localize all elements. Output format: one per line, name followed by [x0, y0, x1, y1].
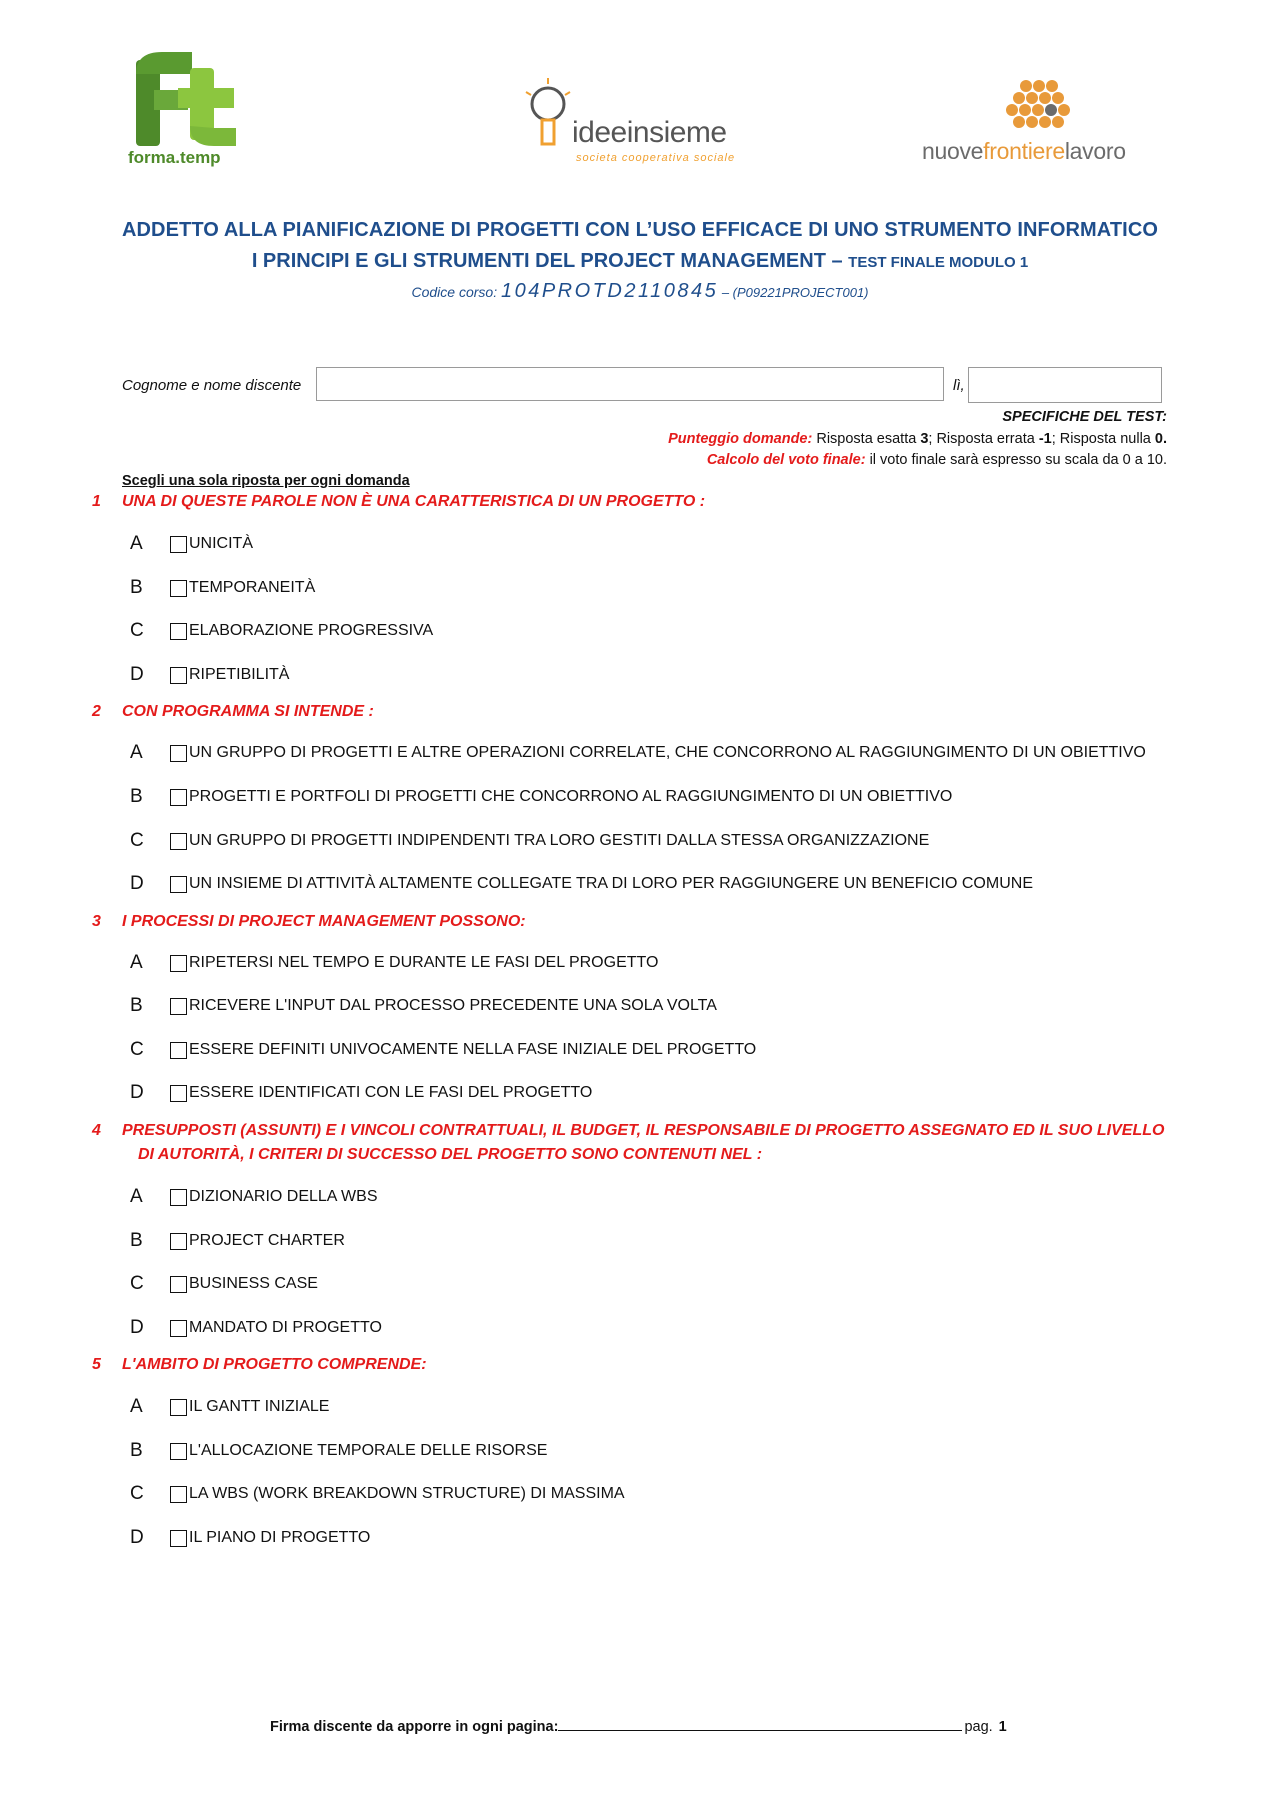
option-letter: B — [130, 786, 143, 807]
answer-checkbox[interactable] — [170, 1399, 187, 1416]
question-number: 1 — [92, 493, 101, 510]
document-title: ADDETTO ALLA PIANIFICAZIONE DI PROGETTI CON L’USO EFFICACE DI UNO STRUMENTO INFORMATICO — [121, 219, 1159, 241]
answer-checkbox[interactable] — [170, 745, 187, 762]
answer-checkbox[interactable] — [170, 1276, 187, 1293]
answer-checkbox[interactable] — [170, 1085, 187, 1102]
question-text: UNA DI QUESTE PAROLE NON È UNA CARATTERISTICA DI UN PROGETTO : — [122, 493, 706, 510]
option-text: TEMPORANEITÀ — [189, 579, 316, 596]
option-letter: B — [130, 577, 143, 598]
answer-checkbox[interactable] — [170, 876, 187, 893]
option-letter: A — [130, 952, 143, 973]
option-letter: D — [130, 873, 144, 894]
option-text: ESSERE DEFINITI UNIVOCAMENTE NELLA FASE INIZIALE DEL PROGETTO — [189, 1041, 757, 1058]
course-code: 104PROTD2110845 — [500, 280, 719, 302]
course-label: Codice corso: — [411, 284, 501, 300]
nuove-frontiere-lavoro-logo-text — [922, 138, 1126, 165]
option-letter: A — [130, 533, 143, 554]
option-text: ELABORAZIONE PROGRESSIVA — [189, 622, 434, 639]
option-text: RIPETERSI NEL TEMPO E DURANTE LE FASI DEL PROGETTO — [189, 954, 659, 971]
honeycomb-icon — [1004, 78, 1074, 134]
ideeinsieme-logo — [518, 72, 778, 172]
ideeinsieme-logo-name: ideeinsieme — [572, 116, 727, 149]
nfl-text-1: nuove — [922, 138, 984, 164]
option-text: IL PIANO DI PROGETTO — [189, 1529, 371, 1546]
answer-checkbox[interactable] — [170, 955, 187, 972]
question-number: 3 — [92, 913, 101, 930]
question-text-line-2: DI AUTORITÀ, I CRITERI DI SUCCESSO DEL PROGETTO SONO CONTENUTI NEL : — [138, 1146, 763, 1163]
answer-checkbox[interactable] — [170, 1320, 187, 1337]
question-number: 4 — [92, 1122, 101, 1139]
question-number: 5 — [92, 1356, 101, 1373]
option-text: UN INSIEME DI ATTIVITÀ ALTAMENTE COLLEGATE TRA DI LORO PER RAGGIUNGERE UN BENEFICIO COMUNE — [189, 875, 1033, 892]
option-text: L'ALLOCAZIONE TEMPORALE DELLE RISORSE — [189, 1442, 548, 1459]
question-text-line-1: PRESUPPOSTI (ASSUNTI) E I VINCOLI CONTRATTUALI, IL BUDGET, IL RESPONSABILE DI PROGETTO ASSEGNATO ED IL SUO LIVELLO — [122, 1122, 1165, 1139]
option-text: MANDATO DI PROGETTO — [189, 1319, 382, 1336]
option-text: PROJECT CHARTER — [189, 1232, 345, 1249]
answer-checkbox[interactable] — [170, 1530, 187, 1547]
option-letter: B — [130, 1440, 143, 1461]
subtitle-main: I PRINCIPI E GLI STRUMENTI DEL PROJECT MANAGEMENT – — [251, 250, 849, 272]
page-label: pag. — [964, 1719, 993, 1735]
page-number: 1 — [998, 1719, 1007, 1735]
option-letter: B — [130, 995, 143, 1016]
answer-checkbox[interactable] — [170, 789, 187, 806]
answer-checkbox[interactable] — [170, 667, 187, 684]
option-letter: C — [130, 1273, 144, 1294]
answer-checkbox[interactable] — [170, 623, 187, 640]
option-text: UN GRUPPO DI PROGETTI INDIPENDENTI TRA LORO GESTITI DALLA STESSA ORGANIZZAZIONE — [189, 832, 930, 849]
option-letter: C — [130, 830, 144, 851]
option-text: LA WBS (WORK BREAKDOWN STRUCTURE) DI MASSIMA — [189, 1485, 625, 1502]
scoring-text-3: ; Risposta nulla — [1051, 431, 1155, 447]
scoring-rules — [668, 431, 1167, 447]
forma-temp-logo — [128, 50, 240, 172]
student-name-field[interactable] — [316, 367, 944, 401]
question-number: 2 — [92, 703, 101, 720]
signature-footer — [270, 1716, 1007, 1735]
scoring-correct-value: 3 — [920, 431, 929, 447]
option-text: PROGETTI E PORTFOLI DI PROGETTI CHE CONCORRONO AL RAGGIUNGIMENTO DI UN OBIETTIVO — [189, 788, 953, 805]
answer-checkbox[interactable] — [170, 536, 187, 553]
option-text: UN GRUPPO DI PROGETTI E ALTRE OPERAZIONI CORRELATE, CHE CONCORRONO AL RAGGIUNGIMENTO DI UN OBIETTIVO — [189, 744, 1146, 761]
option-text: ESSERE IDENTIFICATI CON LE FASI DEL PROGETTO — [189, 1084, 593, 1101]
place-date-label: lì, — [953, 377, 965, 394]
option-text: IL GANTT INIZIALE — [189, 1398, 330, 1415]
answer-checkbox[interactable] — [170, 1486, 187, 1503]
answer-checkbox[interactable] — [170, 1233, 187, 1250]
option-letter: D — [130, 1082, 144, 1103]
nuove-frontiere-lavoro-logo — [922, 78, 1162, 168]
option-text: UNICITÀ — [189, 535, 253, 552]
option-letter: C — [130, 1483, 144, 1504]
option-text: RICEVERE L'INPUT DAL PROCESSO PRECEDENTE UNA SOLA VOLTA — [189, 997, 717, 1014]
course-subcode: – (P09221PROJECT001) — [718, 285, 869, 300]
subtitle-module: TEST FINALE MODULO 1 — [848, 254, 1029, 271]
scoring-text-2: ; Risposta errata — [928, 431, 1039, 447]
signature-label: Firma discente da apporre in ogni pagina: — [270, 1719, 559, 1735]
answer-checkbox[interactable] — [170, 1189, 187, 1206]
signature-line[interactable] — [558, 1716, 962, 1731]
option-letter: D — [130, 664, 144, 685]
document-subtitle — [0, 250, 1280, 273]
place-date-field[interactable] — [968, 367, 1162, 403]
scoring-null-value: 0. — [1154, 431, 1167, 447]
final-grade-rule — [707, 452, 1167, 468]
option-letter: A — [130, 742, 143, 763]
question-text: I PROCESSI DI PROJECT MANAGEMENT POSSONO: — [122, 913, 526, 930]
final-grade-label: Calcolo del voto finale: — [706, 452, 866, 468]
answer-checkbox[interactable] — [170, 998, 187, 1015]
course-code-line — [0, 280, 1280, 303]
option-letter: A — [130, 1396, 143, 1417]
forma-temp-logo-text: forma.temp — [128, 148, 221, 167]
answer-checkbox[interactable] — [170, 1443, 187, 1460]
question-text: CON PROGRAMMA SI INTENDE : — [122, 703, 374, 720]
scoring-label: Punteggio domande: — [668, 431, 813, 447]
option-letter: A — [130, 1186, 143, 1207]
option-text: DIZIONARIO DELLA WBS — [189, 1188, 378, 1205]
option-text: BUSINESS CASE — [189, 1275, 318, 1292]
scoring-wrong-value: -1 — [1038, 431, 1052, 447]
question-text: L'AMBITO DI PROGETTO COMPRENDE: — [122, 1356, 427, 1373]
option-letter: B — [130, 1230, 143, 1251]
instruction-text: Scegli una sola riposta per ogni domanda — [122, 473, 410, 489]
option-letter: D — [130, 1317, 144, 1338]
question-text — [122, 1119, 1182, 1167]
option-letter: C — [130, 620, 144, 641]
student-name-label: Cognome e nome discente — [122, 377, 302, 394]
option-letter: C — [130, 1039, 144, 1060]
answer-checkbox[interactable] — [170, 833, 187, 850]
scoring-text-1: Risposta esatta — [812, 431, 921, 447]
option-letter: D — [130, 1527, 144, 1548]
ideeinsieme-logo-sub: societa cooperativa sociale — [576, 152, 736, 164]
answer-checkbox[interactable] — [170, 580, 187, 597]
answer-checkbox[interactable] — [170, 1042, 187, 1059]
test-specs-title: SPECIFICHE DEL TEST: — [1002, 409, 1167, 425]
option-text: RIPETIBILITÀ — [189, 666, 290, 683]
nfl-text-2: frontiere — [983, 138, 1065, 164]
nfl-text-3: lavoro — [1064, 138, 1126, 164]
final-grade-text: il voto finale sarà espresso su scala da 0 a 10. — [865, 452, 1167, 468]
